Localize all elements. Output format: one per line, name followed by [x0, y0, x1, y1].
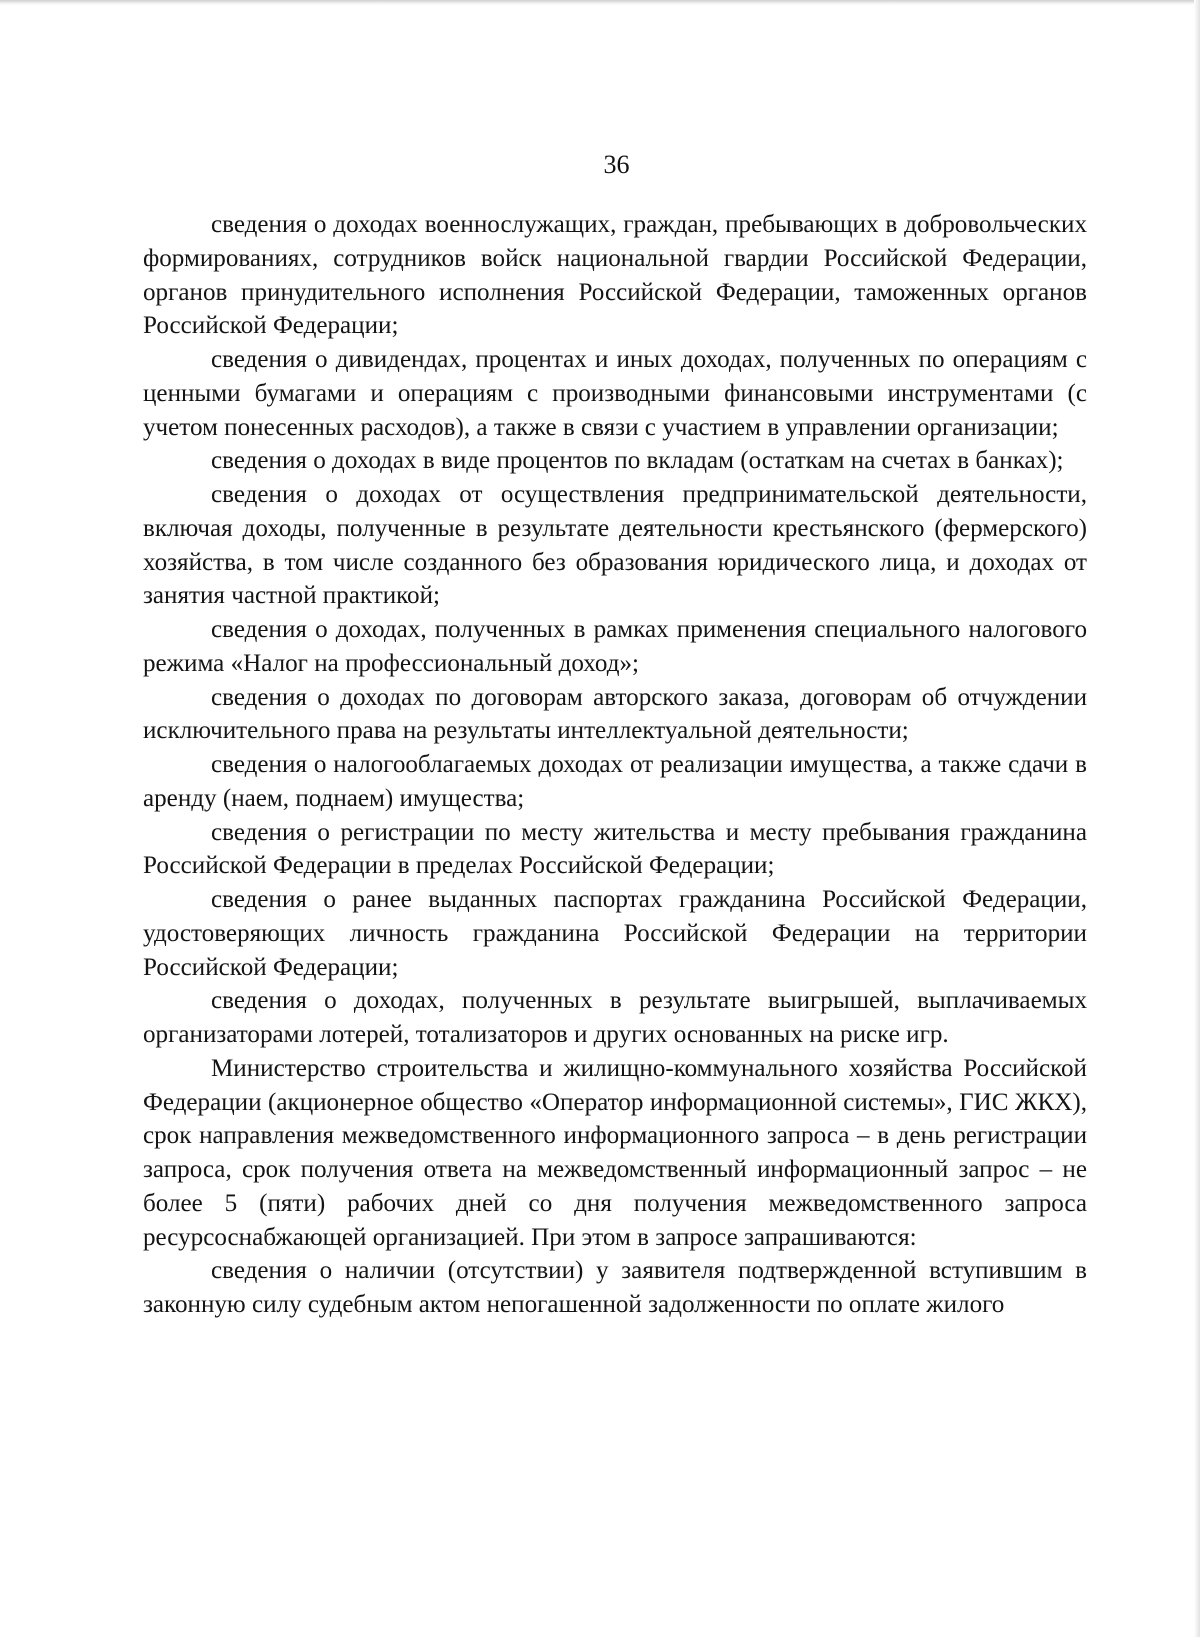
scan-top-edge [0, 0, 1200, 5]
paragraph-military-income: сведения о доходах военнослужащих, граждан, пребывающих в добровольческих формированиях, сотрудников войск национальной гвардии Российской Федерации, органов принудительного исполнения Российской Федерации, таможенных органов Российской Федерации; [143, 211, 1087, 340]
paragraph-dividends: сведения о дивидендах, процентах и иных доходах, полученных по операциям с ценными бумагами и операциям с производными финансовыми инструментами (с учетом понесенных расходов), а также в связи с участием в управлении организации; [143, 346, 1087, 441]
scan-right-edge [1194, 0, 1200, 1637]
paragraph-copyright-income: сведения о доходах по договорам авторского заказа, договорам об отчуждении исключительного права на результаты интеллектуальной деятельности; [143, 683, 1087, 745]
paragraph-professional-income-tax: сведения о доходах, полученных в рамках применения специального налогового режима «Налог на профессиональный доход»; [143, 616, 1087, 677]
paragraph-deposit-interest: сведения о доходах в виде процентов по вкладам (остаткам на счетах в банках); [211, 447, 1064, 475]
paragraph-registration: сведения о регистрации по месту жительства и месту пребывания гражданина Российской Федерации в пределах Российской Федерации; [143, 818, 1087, 880]
paragraph-passports: сведения о ранее выданных паспортах гражданина Российской Федерации, удостоверяющих личность гражданина Российской Федерации на территории Российской Федерации; [143, 886, 1087, 981]
paragraph-lottery-winnings: сведения о доходах, полученных в результате выигрышей, выплачиваемых организаторами лотерей, тотализаторов и других основанных на риске игр. [143, 987, 1087, 1048]
paragraph-business-income: сведения о доходах от осуществления предпринимательской деятельности, включая доходы, полученные в результате деятельности крестьянского (фермерского) хозяйства, в том числе созданного без образования юридического лица, и доходах от занятия частной практикой; [143, 481, 1087, 610]
paragraph-housing-debt: сведения о наличии (отсутствии) у заявителя подтвержденной вступившим в законную силу судебным актом непогашенной задолженности по оплате жилого [143, 1257, 1087, 1318]
document-body [143, 208, 1087, 1322]
paragraph-ministry-construction: Министерство строительства и жилищно-коммунального хозяйства Российской Федерации (акционерное общество «Оператор информационной системы», ГИС ЖКХ), срок направления межведомственного информационного запроса – в день регистрации запроса, срок получения ответа на межведомственный информационный запрос – не более 5 (пяти) рабочих дней со дня получения межведомственного запроса ресурсоснабжающей организацией. При этом в запросе запрашиваются: [143, 1054, 1087, 1251]
page-number: 36 [603, 150, 630, 179]
paragraph-property-income: сведения о налогооблагаемых доходах от реализации имущества, а также сдачи в аренду (наем, поднаем) имущества; [143, 751, 1087, 812]
